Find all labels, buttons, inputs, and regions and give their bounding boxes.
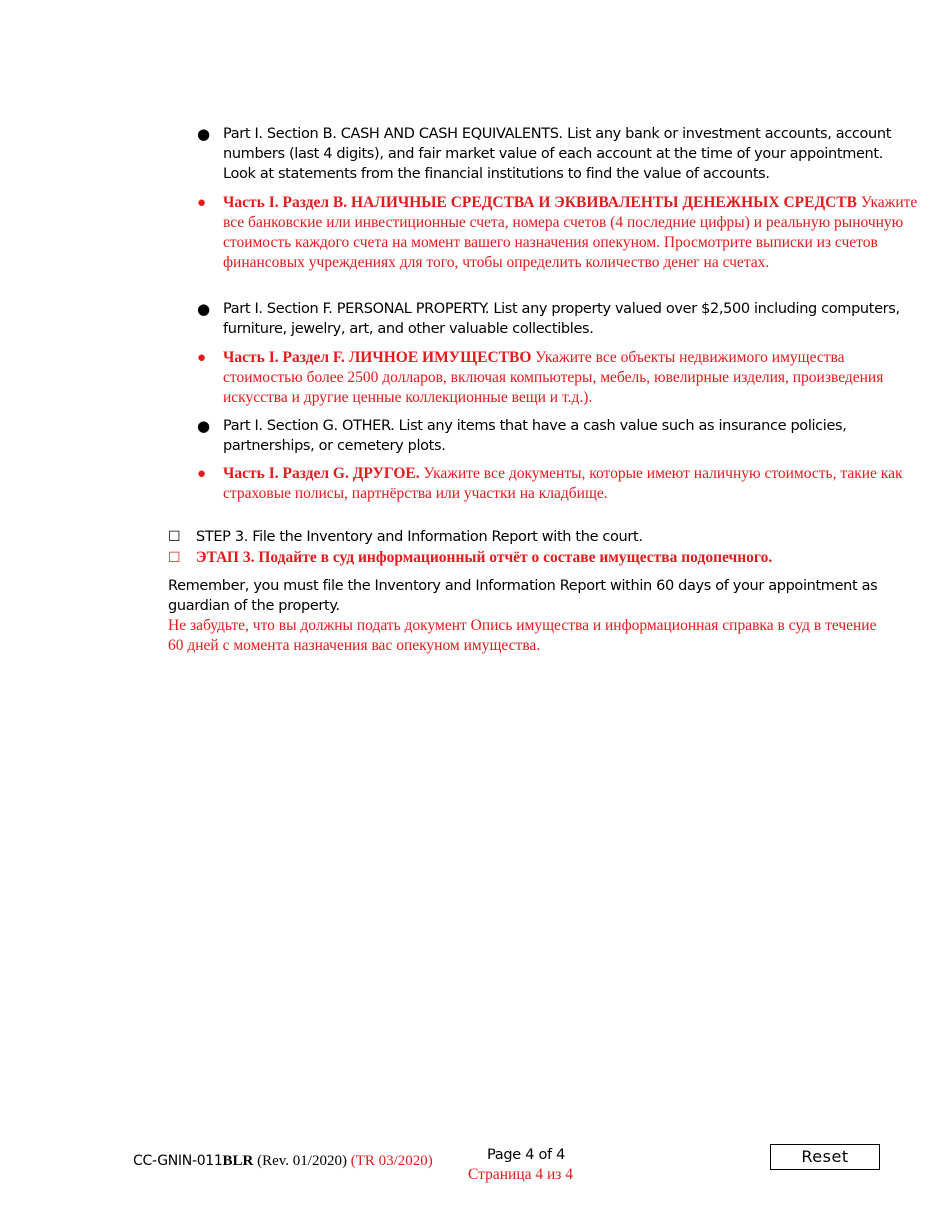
bullet-item-section-f-en [197,299,918,339]
bullet-item-section-g-ru [197,464,918,504]
bullet-item-section-b-en [197,124,918,184]
step-3-ru [168,548,888,569]
bullet-item-section-b-ru [197,193,918,273]
step-3-text: ЭТАП 3. Подайте в суд информационный отчёт о составе имущества подопечного. [196,549,773,566]
bullet-dot: ● [197,350,207,366]
checkbox-icon[interactable]: ☐ [168,529,181,545]
form-id [133,1150,433,1170]
reset-button[interactable]: Reset [770,1144,880,1170]
form-code: CC-GNIN-011 [133,1153,223,1169]
bullet-dot: ● [197,466,207,482]
bullet-dot: ● [197,195,207,211]
bullet-heading: Часть I. Раздел B. НАЛИЧНЫЕ СРЕДСТВА И ЭКВИВАЛЕНТЫ ДЕНЕЖНЫХ СРЕДСТВ [223,194,857,211]
form-suffix: BLR [222,1153,254,1169]
bullet-dot: ● [197,417,210,435]
form-revision: (Rev. 01/2020) [253,1153,351,1169]
bullet-item-section-g-en [197,416,918,456]
bullet-item-section-f-ru [197,348,918,408]
page-number-en: Page 4 of 4 [487,1147,566,1163]
step-3-text: STEP 3. File the Inventory and Information Report with the court. [196,529,643,545]
bullet-text: Part I. Section G. OTHER. List any items that have a cash value such as insurance policies, partnerships, or cemetery plots. [223,418,847,454]
reminder-ru: Не забудьте, что вы должны подать документ Опись имущества и информационная справка в суд в течение 60 дней с момента назначения вас опекуном имущества. [168,617,877,654]
step-3-en [168,527,888,547]
bullet-text: Part I. Section B. CASH AND CASH EQUIVALENTS. List any bank or investment accounts, account numbers (last 4 digits), and fair market value of each account at the time of your appointment. Look at statements from the financial institutions to find the value of accounts. [223,126,892,182]
bullet-text: Укажите все документы, которые имеют наличную стоимость, такие как страховые полисы, партнёрства или участки на кладбище. [223,465,903,502]
bullet-text: Укажите все банковские или инвестиционные счета, номера счетов (4 последние цифры) и реальную рыночную стоимость каждого счета на момент вашего назначения опекуном. Просмотрите выписки из счетов финансовых учреждениях для того, чтобы определить количество денег на счетах. [223,194,918,271]
bullet-text: Part I. Section F. PERSONAL PROPERTY. List any property valued over $2,500 including computers, furniture, jewelry, art, and other valuable collectibles. [223,301,900,337]
bullet-dot: ● [197,125,210,143]
bullet-text: Укажите все объекты недвижимого имущества стоимостью более 2500 долларов, включая компьютеры, мебель, ювелирные изделия, произведения искусства и другие ценные коллекционные вещи и т.д.). [223,349,884,406]
translation-revision: (TR 03/2020) [350,1153,433,1169]
bullet-dot: ● [197,300,210,318]
bullet-heading: Часть I. Раздел F. ЛИЧНОЕ ИМУЩЕСТВО [223,349,532,366]
bullet-heading: Часть I. Раздел G. ДРУГОЕ. [223,465,420,482]
reminder-en: Remember, you must file the Inventory and Information Report within 60 days of your appointment as guardian of the property. [168,578,878,614]
page-number-ru: Страница 4 из 4 [468,1166,574,1183]
checkbox-icon[interactable]: ☐ [168,551,181,566]
